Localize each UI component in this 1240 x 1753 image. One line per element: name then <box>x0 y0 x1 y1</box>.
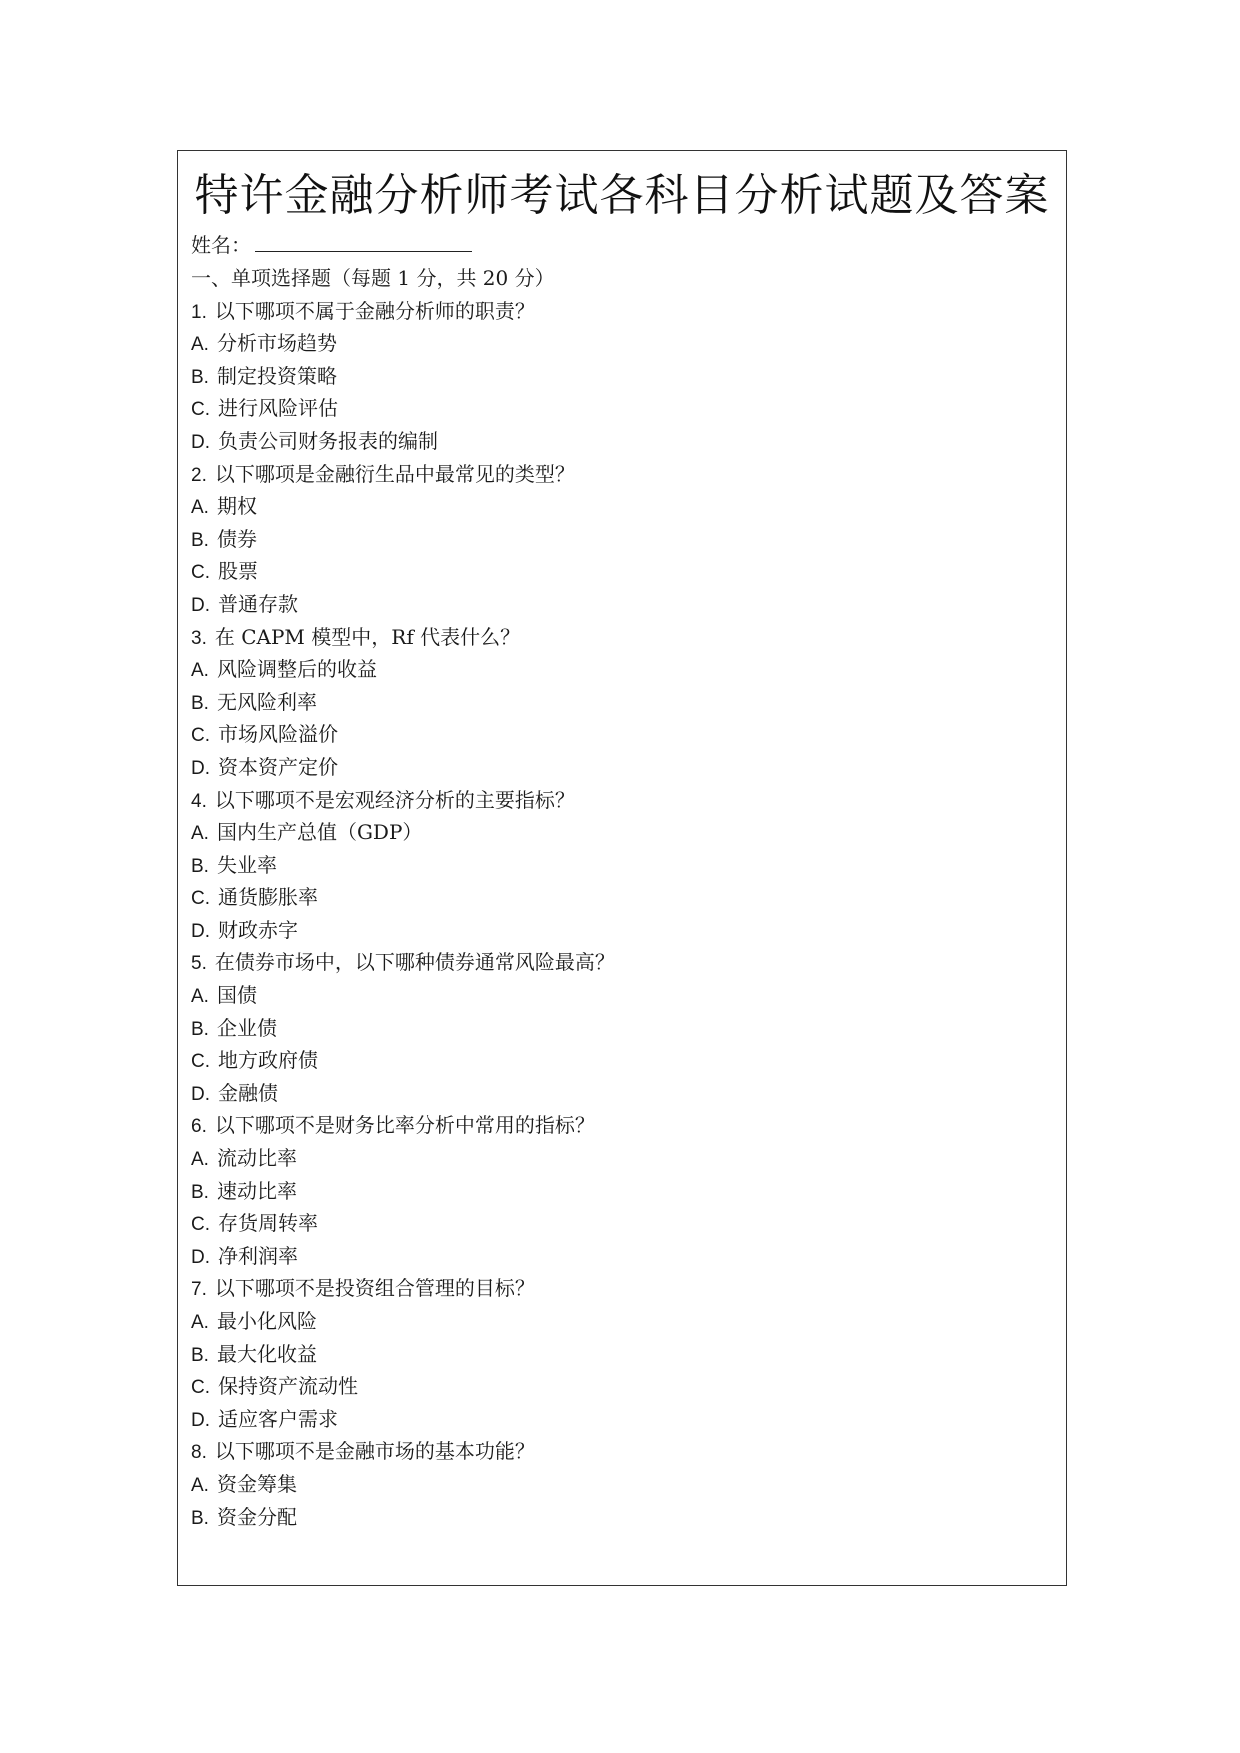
option-text: 通货膨胀率 <box>218 885 318 910</box>
option-text: 国内生产总值（GDP） <box>216 820 423 845</box>
question-text: 以下哪项不是财务比率分析中常用的指标？ <box>214 1113 595 1138</box>
option-text: 资本资产定价 <box>218 754 338 779</box>
question-number: 5. <box>191 953 207 975</box>
option-text: 地方政府债 <box>218 1048 318 1073</box>
option-text: 风险调整后的收益 <box>216 657 377 682</box>
question-item <box>191 295 1066 328</box>
answer-option <box>191 1240 1066 1273</box>
option-text: 市场风险溢价 <box>218 722 338 747</box>
question-item <box>191 1435 1066 1468</box>
answer-option <box>191 1175 1066 1208</box>
option-label: D. <box>191 1409 210 1431</box>
answer-option <box>191 588 1066 621</box>
document-content <box>178 228 1066 1533</box>
answer-option <box>191 490 1066 523</box>
option-text: 资金分配 <box>216 1504 297 1529</box>
question-number: 1. <box>191 301 207 323</box>
option-label: B. <box>191 1344 209 1366</box>
option-text: 负责公司财务报表的编制 <box>218 428 438 453</box>
option-text: 最小化风险 <box>216 1309 317 1333</box>
answer-option <box>191 1468 1066 1501</box>
option-text: 分析市场趋势 <box>216 331 337 356</box>
option-label: B. <box>191 1507 209 1529</box>
option-label: D. <box>191 920 210 942</box>
question-item <box>191 946 1066 979</box>
question-item <box>191 621 1066 654</box>
answer-option <box>191 1305 1066 1338</box>
answer-option <box>191 686 1066 719</box>
option-text: 最大化收益 <box>216 1341 317 1366</box>
question-text: 以下哪项是金融衍生品中最常见的类型？ <box>214 461 575 486</box>
name-line <box>191 228 1066 262</box>
option-text: 普通存款 <box>218 591 298 616</box>
answer-option <box>191 1403 1066 1436</box>
option-label: B. <box>191 1181 209 1203</box>
option-text: 流动比率 <box>216 1146 297 1171</box>
option-text: 资金筹集 <box>216 1471 297 1496</box>
answer-option <box>191 1370 1066 1403</box>
answer-option <box>191 327 1066 360</box>
option-text: 股票 <box>218 559 258 584</box>
option-text: 财政赤字 <box>218 917 298 942</box>
answer-option <box>191 1044 1066 1077</box>
option-text: 金融债 <box>218 1080 278 1105</box>
answer-option <box>191 718 1066 751</box>
option-label: C. <box>191 888 210 910</box>
option-text: 适应客户需求 <box>218 1406 338 1431</box>
answer-option <box>191 1338 1066 1371</box>
name-blank-field <box>255 229 472 252</box>
option-label: C. <box>191 1051 210 1073</box>
option-label: A. <box>191 1474 209 1496</box>
question-item <box>191 784 1066 817</box>
option-text: 存货周转率 <box>218 1211 318 1236</box>
name-label: 姓名： <box>191 233 251 257</box>
option-label: C. <box>191 399 210 421</box>
option-label: D. <box>191 1083 210 1105</box>
answer-option <box>191 1012 1066 1045</box>
option-label: B. <box>191 855 209 877</box>
answer-option <box>191 653 1066 686</box>
answer-option <box>191 914 1066 947</box>
option-text: 企业债 <box>216 1015 277 1040</box>
answer-option <box>191 816 1066 849</box>
question-text: 以下哪项不是宏观经济分析的主要指标？ <box>214 787 575 812</box>
question-text: 在 CAPM 模型中，Rf 代表什么？ <box>214 624 521 649</box>
option-label: A. <box>191 497 209 519</box>
option-label: B. <box>191 529 209 551</box>
answer-option <box>191 979 1066 1012</box>
option-label: A. <box>191 1149 209 1171</box>
document-title: 特许金融分析师考试各科目分析试题及答案 <box>194 170 1050 221</box>
option-text: 债券 <box>216 526 257 551</box>
question-item <box>191 1272 1066 1305</box>
option-label: A. <box>191 334 209 356</box>
question-item <box>191 1109 1066 1142</box>
answer-option <box>191 425 1066 458</box>
option-label: A. <box>191 986 209 1008</box>
option-label: C. <box>191 725 210 747</box>
option-text: 期权 <box>216 494 257 519</box>
option-text: 保持资产流动性 <box>218 1374 358 1399</box>
answer-option <box>191 1501 1066 1534</box>
document-page <box>177 150 1067 1586</box>
question-text: 以下哪项不是投资组合管理的目标？ <box>214 1276 535 1301</box>
answer-option <box>191 1207 1066 1240</box>
option-label: D. <box>191 757 210 779</box>
question-number: 2. <box>191 464 207 486</box>
answer-option <box>191 1142 1066 1175</box>
option-label: B. <box>191 692 209 714</box>
option-text: 进行风险评估 <box>218 396 338 421</box>
question-number: 4. <box>191 790 207 812</box>
option-text: 无风险利率 <box>216 689 317 714</box>
option-label: B. <box>191 1018 209 1040</box>
section-heading: 一、单项选择题（每题 1 分，共 20 分） <box>191 266 555 290</box>
option-text: 国债 <box>216 983 257 1008</box>
answer-option <box>191 360 1066 393</box>
option-label: D. <box>191 431 210 453</box>
answer-option <box>191 1077 1066 1110</box>
option-label: D. <box>191 594 210 616</box>
option-text: 制定投资策略 <box>216 363 337 388</box>
question-text: 在债券市场中，以下哪种债券通常风险最高？ <box>214 950 615 975</box>
question-item <box>191 458 1066 491</box>
option-label: D. <box>191 1246 210 1268</box>
option-label: C. <box>191 1377 210 1399</box>
answer-option <box>191 523 1066 556</box>
question-list <box>191 295 1066 1534</box>
option-text: 失业率 <box>216 852 277 877</box>
question-text: 以下哪项不是金融市场的基本功能？ <box>214 1439 535 1464</box>
option-text: 净利润率 <box>218 1243 298 1268</box>
option-label: A. <box>191 660 209 682</box>
answer-option <box>191 881 1066 914</box>
question-number: 6. <box>191 1116 207 1138</box>
question-number: 3. <box>191 627 207 649</box>
question-number: 8. <box>191 1442 207 1464</box>
option-label: B. <box>191 366 209 388</box>
option-label: A. <box>191 1312 209 1333</box>
answer-option <box>191 555 1066 588</box>
option-text: 速动比率 <box>216 1178 297 1203</box>
question-number: 7. <box>191 1279 207 1301</box>
answer-option <box>191 751 1066 784</box>
question-text: 以下哪项不属于金融分析师的职责？ <box>214 298 535 323</box>
option-label: C. <box>191 1214 210 1236</box>
answer-option <box>191 849 1066 882</box>
option-label: C. <box>191 562 210 584</box>
option-label: A. <box>191 823 209 845</box>
answer-option <box>191 392 1066 425</box>
